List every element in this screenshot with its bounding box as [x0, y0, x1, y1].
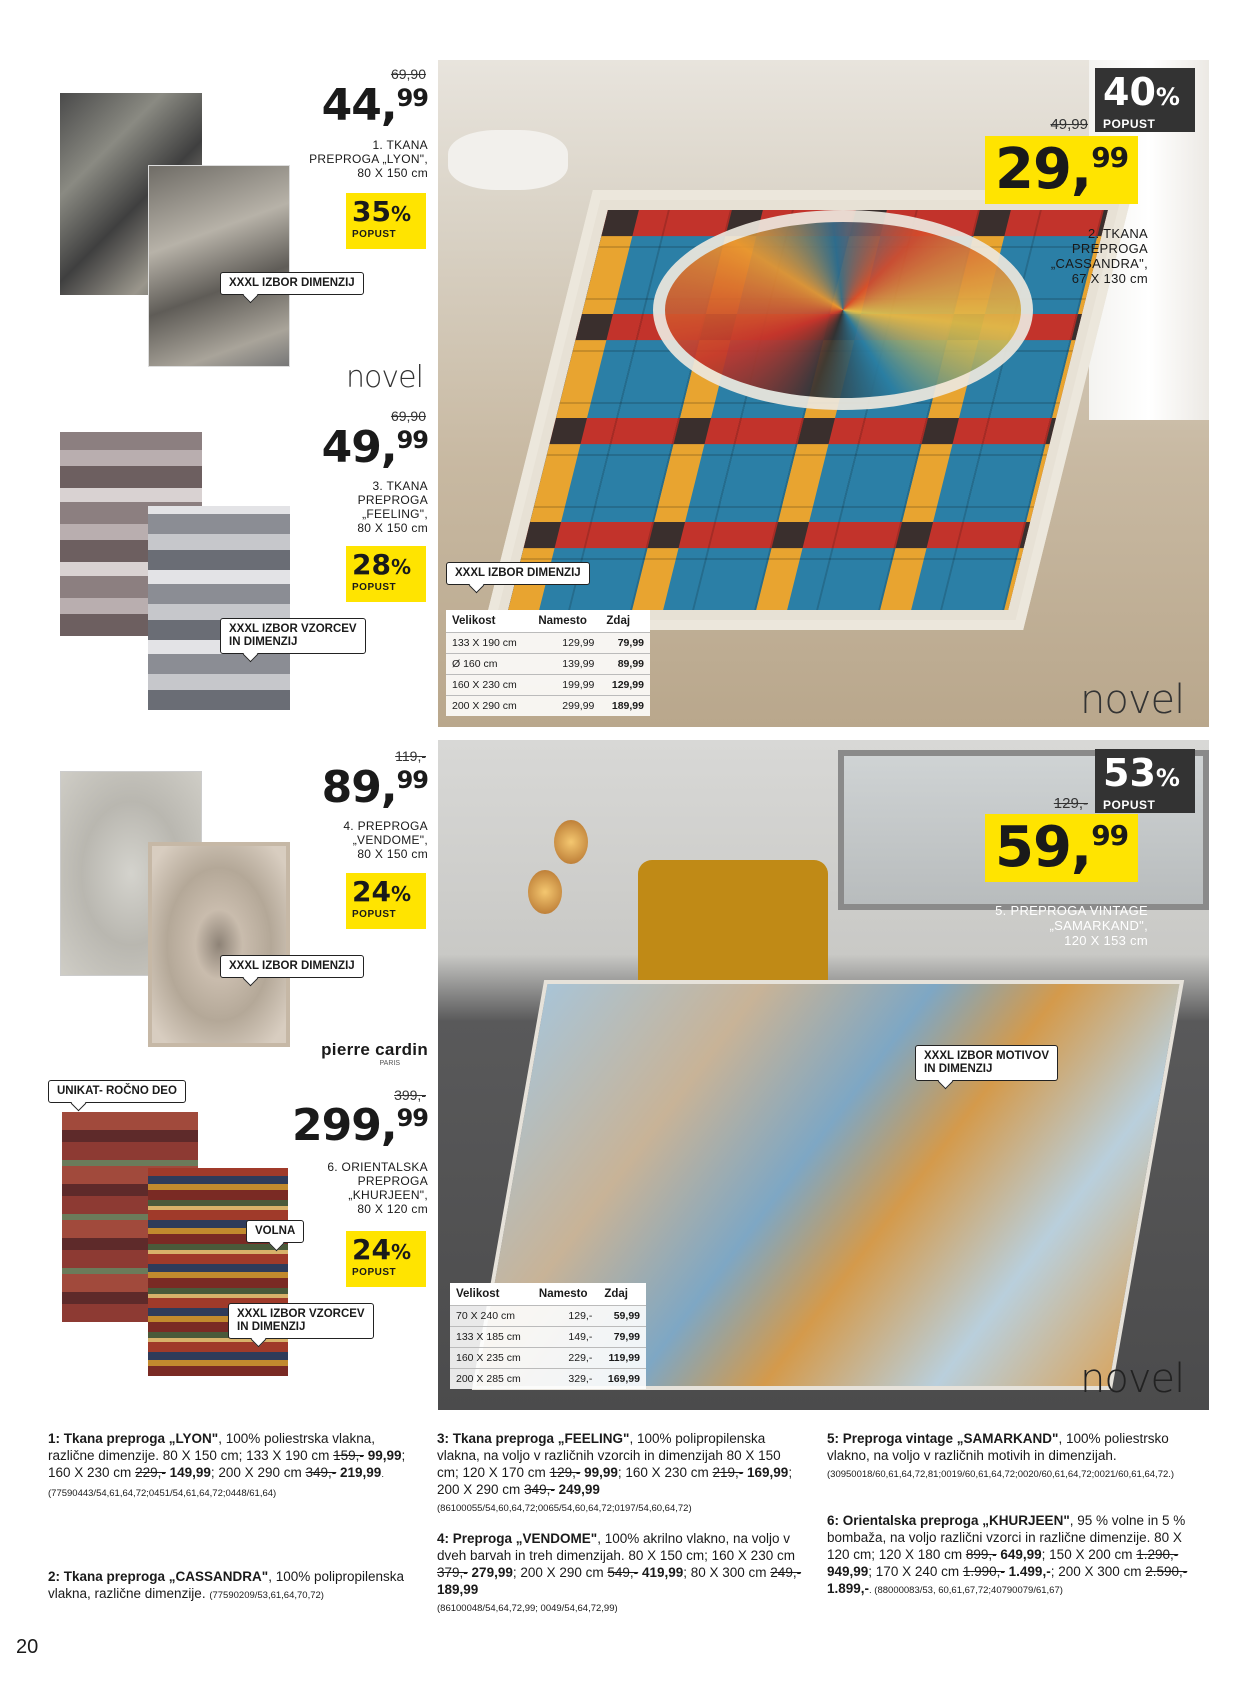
table-row: 133 X 190 cm 129,99 79,99	[446, 633, 650, 654]
table-row: 200 X 290 cm 299,99 189,99	[446, 696, 650, 717]
discount-badge: 24% POPUST	[346, 1231, 426, 1287]
size-price-table: Velikost Namesto Zdaj 133 X 190 cm 129,99 79,99 Ø 160 cm 139,99 89,99 160 X 230 cm 199,99 129,99 200 X 290 cm 299,99 189,99	[446, 610, 650, 716]
size-pattern-tag: XXXL IZBOR VZORCEV IN DIMENZIJ	[228, 1303, 374, 1339]
old-price: 69,90	[390, 408, 426, 424]
size-price-table: Velikost Namesto Zdaj 70 X 240 cm 129,- 59,99 133 X 185 cm 149,- 79,99 160 X 235 cm 229,- 119,99 200 X 285 cm 329,- 169,99	[450, 1283, 646, 1389]
rug-image-feeling-2	[148, 506, 290, 710]
rug-image-vendome-2	[148, 842, 290, 1047]
motif-size-tag: XXXL IZBOR MOTIVOV IN DIMENZIJ	[915, 1045, 1058, 1081]
product-description: 1. TKANA PREPROGA „LYON", 80 X 150 cm	[309, 138, 428, 180]
price: 44,99	[321, 80, 428, 131]
pillow	[448, 130, 568, 190]
old-price: 49,99	[1050, 116, 1088, 133]
brand-logo-novel: novel	[1080, 1356, 1185, 1402]
product-description: 6. ORIENTALSKA PREPROGA „KHURJEEN", 80 X 120 cm	[327, 1160, 428, 1216]
brand-logo-novel: novel	[346, 360, 423, 395]
table-row: 70 X 240 cm 129,- 59,99	[450, 1306, 646, 1327]
wool-tag: VOLNA	[246, 1220, 304, 1243]
price: 89,99	[321, 762, 428, 813]
footer-feeling: 3: Tkana preproga „FEELING", 100% polipropilenska vlakna, na voljo v različnih vzorcih in dimenzijah 80 X 150 cm; 120 X 170 cm 129,- 99,99; 160 X 230 cm 219,- 169,99; 200 X 290 cm 349,- 249,99 (86100055/54,60,64,72;0065/54,60,64,72;0197/54,60,64,72)	[437, 1431, 793, 1514]
page-number: 20	[16, 1636, 39, 1658]
unique-handmade-tag: UNIKAT- ROČNO DEO	[48, 1080, 186, 1103]
product-description: 4. PREPROGA „VENDOME", 80 X 150 cm	[343, 819, 428, 861]
size-tag: XXXL IZBOR DIMENZIJ	[220, 955, 364, 978]
lamp-2	[554, 820, 588, 864]
product-description: 5. PREPROGA VINTAGE „SAMARKAND", 120 X 153 cm	[995, 903, 1148, 948]
old-price: 119,-	[395, 748, 426, 764]
table-row: 160 X 235 cm 229,- 119,99	[450, 1348, 646, 1369]
table-row: 200 X 285 cm 329,- 169,99	[450, 1369, 646, 1390]
footer-lyon: 1: Tkana preproga „LYON", 100% poliestrska vlakna, različne dimenzije. 80 X 150 cm; 133 X 190 cm 159,- 99,99; 160 X 230 cm 229,- 149,99; 200 X 290 cm 349,- 219,99. (77590443/54,61,64,72;0451/54,61,64,72;0448/61,64)	[48, 1431, 406, 1499]
price-badge: 59,99	[985, 814, 1138, 882]
size-tag: XXXL IZBOR DIMENZIJ	[220, 272, 364, 295]
discount-badge-large: 40% POPUST	[1095, 68, 1195, 132]
size-tag: XXXL IZBOR DIMENZIJ	[446, 562, 590, 585]
table-row: 133 X 185 cm 149,- 79,99	[450, 1327, 646, 1348]
price: 49,99	[321, 422, 428, 473]
footer-khurjeen: 6: Orientalska preproga „KHURJEEN", 95 % volne in 5 % bombaža, na voljo različni vzorci in različne dimenzije. 80 X 120 cm; 120 X 180 cm 899,- 649,99; 150 X 200 cm 1.290,- 949,99; 170 X 240 cm 1.990,- 1.499,-; 200 X 300 cm 2.590,- 1.899,-. (88000083/53, 60,61,67,72;40790079/61,67)	[827, 1513, 1188, 1596]
discount-badge: 28% POPUST	[346, 546, 426, 602]
table-row: 160 X 230 cm 199,99 129,99	[446, 675, 650, 696]
size-pattern-tag: XXXL IZBOR VZORCEV IN DIMENZIJ	[220, 618, 366, 654]
rug-image-lyon-2	[148, 165, 290, 367]
footer-samarkand: 5: Preproga vintage „SAMARKAND", 100% poliestrsko vlakno, na voljo v različnih motivih in dimenzijah. (30950018/60,61,64,72,81;0019/60,61,64,72;0020/60,61,64,72;0021/60,61,64,72.)	[827, 1431, 1175, 1480]
brand-logo-novel: novel	[1080, 677, 1185, 723]
round-rug	[653, 210, 1033, 410]
old-price: 129,-	[1053, 795, 1088, 812]
product-description: 3. TKANA PREPROGA „FEELING", 80 X 150 cm	[357, 479, 428, 535]
discount-badge-large: 53% POPUST	[1095, 749, 1195, 813]
discount-badge: 35% POPUST	[346, 193, 426, 249]
price-badge: 29,99	[985, 136, 1138, 204]
table-row: Ø 160 cm 139,99 89,99	[446, 654, 650, 675]
footer-cassandra: 2: Tkana preproga „CASSANDRA", 100% polipropilenska vlakna, različne dimenzije. (77590209/53,61,64,70,72)	[48, 1569, 405, 1601]
brand-logo-pierre-cardin: pierre cardin PARIS	[321, 1040, 428, 1067]
price: 299,99	[292, 1100, 428, 1151]
old-price: 399,-	[394, 1087, 426, 1103]
old-price: 69,90	[390, 66, 426, 82]
product-description: 2. TKANA PREPROGA „CASSANDRA", 67 X 130 cm	[1050, 226, 1148, 286]
discount-badge: 24% POPUST	[346, 873, 426, 929]
footer-vendome: 4: Preproga „VENDOME", 100% akrilno vlakno, na voljo v dveh barvah in treh dimenzijah. 80 X 150 cm; 160 X 230 cm 379,- 279,99; 200 X 290 cm 549,- 419,99; 80 X 300 cm 249,- 189,99 (86100048/54,64,72,99; 0049/54,64,72,99)	[437, 1531, 802, 1614]
lamp-1	[528, 870, 562, 914]
